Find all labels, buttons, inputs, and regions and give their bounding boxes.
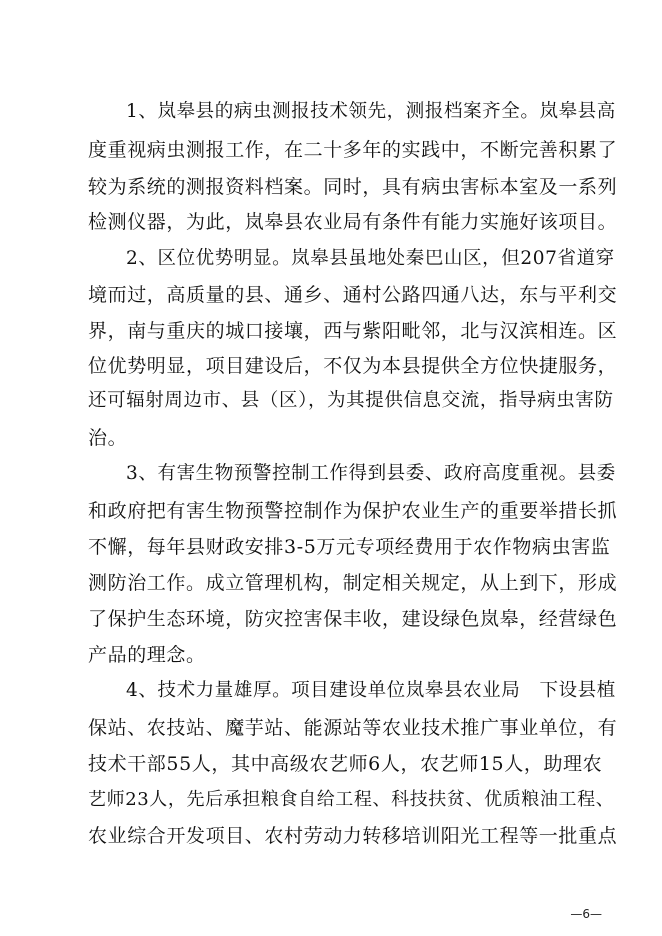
p1-line-2: 度重视病虫测报工作，在二十多年的实践中，不断完善积累了 bbox=[88, 139, 618, 161]
p4-line-3: 技术干部55人，其中高级农艺师6人，农艺师15人，助理农 bbox=[88, 753, 603, 775]
p1-line-4: 检测仪器，为此，岚皋县农业局有条件有能力实施好该项目。 bbox=[88, 211, 618, 233]
p3-line-2: 和政府把有害生物预警控制作为保护农业生产的重要举措长抓 bbox=[88, 500, 618, 522]
p2-line-4: 位优势明显，项目建设后，不仅为本县提供全方位快捷服务， bbox=[88, 355, 618, 377]
p4-line-2: 保站、农技站、魔芋站、能源站等农业技术推广事业单位，有 bbox=[88, 717, 618, 739]
p2-line-1: 2、区位优势明显。岚皋县虽地处秦巴山区，但207省道穿 bbox=[126, 248, 615, 269]
p2-line-5: 还可辐射周边市、县（区），为其提供信息交流，指导病虫害防 bbox=[88, 390, 614, 411]
p4-line-1: 4、技术力量雄厚。项目建设单位岚皋县农业局 下设县植 bbox=[126, 680, 616, 701]
p3-line-4: 测防治工作。成立管理机构，制定相关规定，从上到下，形成 bbox=[88, 572, 618, 594]
p3-line-6: 产品的理念。 bbox=[88, 644, 206, 666]
p4-line-5: 农业综合开发项目、农村劳动力转移培训阳光工程等一批重点 bbox=[88, 825, 618, 847]
p1-line-3: 较为系统的测报资料档案。同时，具有病虫害标本室及一系列 bbox=[88, 176, 618, 198]
p3-line-3: 不懈，每年县财政安排3-5万元专项经费用于农作物病虫害监 bbox=[88, 536, 611, 558]
p2-line-2: 境而过，高质量的县、通乡、通村公路四通八达，东与平利交 bbox=[88, 284, 618, 306]
p3-line-1: 3、有害生物预警控制工作得到县委、政府高度重视。县委 bbox=[126, 463, 616, 484]
p4-line-4: 艺师23人，先后承担粮食自给工程、科技扶贫、优质粮油工程、 bbox=[88, 789, 615, 810]
p2-line-3: 界，南与重庆的城口接壤，西与紫阳毗邻，北与汉滨相连。区 bbox=[88, 320, 618, 342]
p3-line-5: 了保护生态环境，防灾控害保丰收，建设绿色岚皋，经营绿色 bbox=[88, 608, 618, 630]
p1-line-1: 1、岚皋县的病虫测报技术领先，测报档案齐全。岚皋县高 bbox=[126, 101, 616, 122]
page-number: —6— bbox=[570, 907, 602, 921]
p2-line-6: 治。 bbox=[88, 427, 128, 449]
